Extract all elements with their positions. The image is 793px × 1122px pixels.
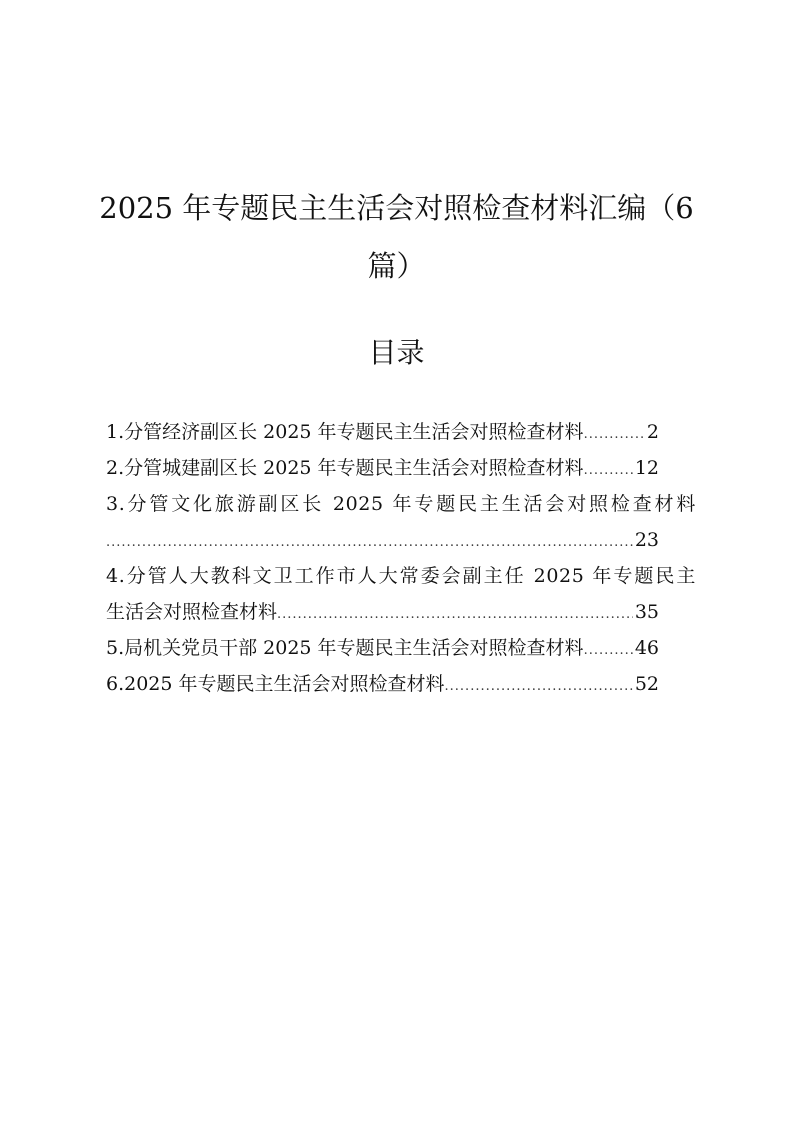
toc-entry-title: 1.分管经济副区长 2025 年专题民主生活会对照检查材料 (106, 421, 584, 443)
toc-leader-dots (277, 597, 633, 630)
toc-entry[interactable] (106, 486, 696, 558)
toc-entry-title: 4.分管人大教科文卫工作市人大常委会副主任 2025 年专题民主 (106, 565, 696, 587)
toc-entry-title-cont: 生活会对照检查材料 (106, 601, 278, 623)
toc-entry-page: 23 (634, 529, 659, 551)
toc-entry[interactable] (106, 558, 696, 630)
toc-entry[interactable] (106, 630, 696, 666)
toc-entry[interactable] (106, 450, 696, 486)
toc-entry-page: 2 (646, 421, 659, 443)
toc-entry-line (106, 414, 659, 450)
toc-entry-title: 6.2025 年专题民主生活会对照检查材料 (106, 673, 445, 695)
toc-leader-dots (584, 453, 633, 486)
toc-entry[interactable] (106, 414, 696, 450)
toc-leader-dots (584, 417, 645, 450)
toc-leader-dots (445, 669, 633, 702)
toc-entry-line (106, 522, 659, 558)
document-title-line-1: 2025 年专题民主生活会对照检查材料汇编（6 (99, 191, 694, 225)
toc-entry-line (106, 450, 659, 486)
toc-entry-title: 2.分管城建副区长 2025 年专题民主生活会对照检查材料 (106, 457, 584, 479)
toc-leader-dots (584, 633, 633, 666)
toc-entry-page: 35 (634, 601, 659, 623)
toc-heading: 目录 (368, 336, 425, 369)
toc-entry-line (106, 594, 659, 630)
table-of-contents (106, 414, 696, 702)
toc-entry-line (106, 666, 659, 702)
toc-entry-page: 46 (634, 637, 659, 659)
toc-leader-dots (106, 525, 633, 558)
toc-entry-page: 12 (634, 457, 659, 479)
document-title-line-2: 篇） (367, 249, 426, 283)
toc-entry[interactable] (106, 666, 696, 702)
toc-entry-line (106, 630, 659, 666)
toc-entry-title: 5.局机关党员干部 2025 年专题民主生活会对照检查材料 (106, 637, 584, 659)
toc-entry-title: 3.分管文化旅游副区长 2025 年专题民主生活会对照检查材料 (106, 493, 696, 515)
toc-entry-page: 52 (634, 673, 659, 695)
